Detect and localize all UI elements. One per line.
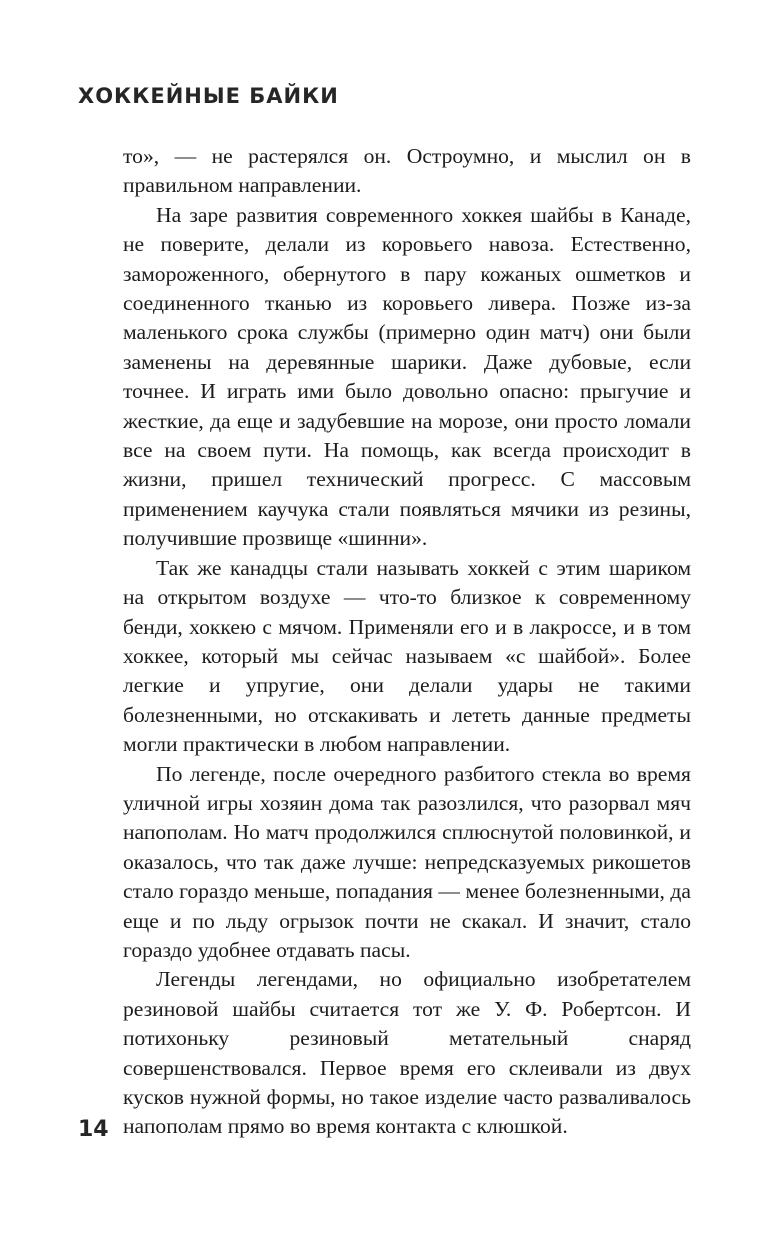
running-head-title: ХОККЕЙНЫЕ БАЙКИ	[78, 84, 339, 108]
body-text	[123, 142, 691, 1142]
paragraph-continuation: то», — не растерялся он. Остроумно, и мыслил он в правильном направлении.	[123, 144, 691, 198]
paragraph: На заре развития современного хоккея шайбы в Канаде, не поверите, делали из коровьего навоза. Естественно, замороженного, обернутого в пару кожаных ошметков и соединенного тканью из коровьего ливера. Позже из-за маленького срока службы (примерно один матч) они были заменены на деревянные шарики. Даже дубовые, если точнее. И играть ими было довольно опасно: прыгучие и жесткие, да еще и задубевшие на морозе, они просто ломали все на своем пути. На помощь, как всегда происходит в жизни, пришел технический прогресс. С массовым применением каучука стали появляться мячики из резины, получившие прозвище «шинни».	[123, 202, 691, 551]
paragraph: По легенде, после очередного разбитого стекла во время уличной игры хозяин дома так разозлился, что разорвал мяч напополам. Но матч продолжился сплюснутой половинкой, и оказалось, что так даже лучше: непредсказуемых рикошетов стало гораздо меньше, попадания — менее болезненными, да еще и по льду огрызок почти не скакал. И значит, стало гораздо удобнее отдавать пасы.	[123, 761, 691, 962]
paragraph: Легенды легендами, но официально изобретателем резиновой шайбы считается тот же У. Ф. Робертсон. И потихоньку резиновый метательный снаряд совершенствовался. Первое время его склеивали из двух кусков нужной формы, но такое изделие часто разваливалось напополам прямо во время контакта с клюшкой.	[123, 967, 691, 1139]
paragraph: Так же канадцы стали называть хоккей с этим шариком на открытом воздухе — что-то близкое к современному бенди, хоккею с мячом. Применяли его и в лакроссе, и в том хоккее, который мы сейчас называем «с шайбой». Более легкие и упругие, они делали удары не такими болезненными, но отскакивать и лететь данные предметы могли практически в любом направлении.	[123, 555, 691, 757]
page-number: 14	[78, 1117, 109, 1142]
